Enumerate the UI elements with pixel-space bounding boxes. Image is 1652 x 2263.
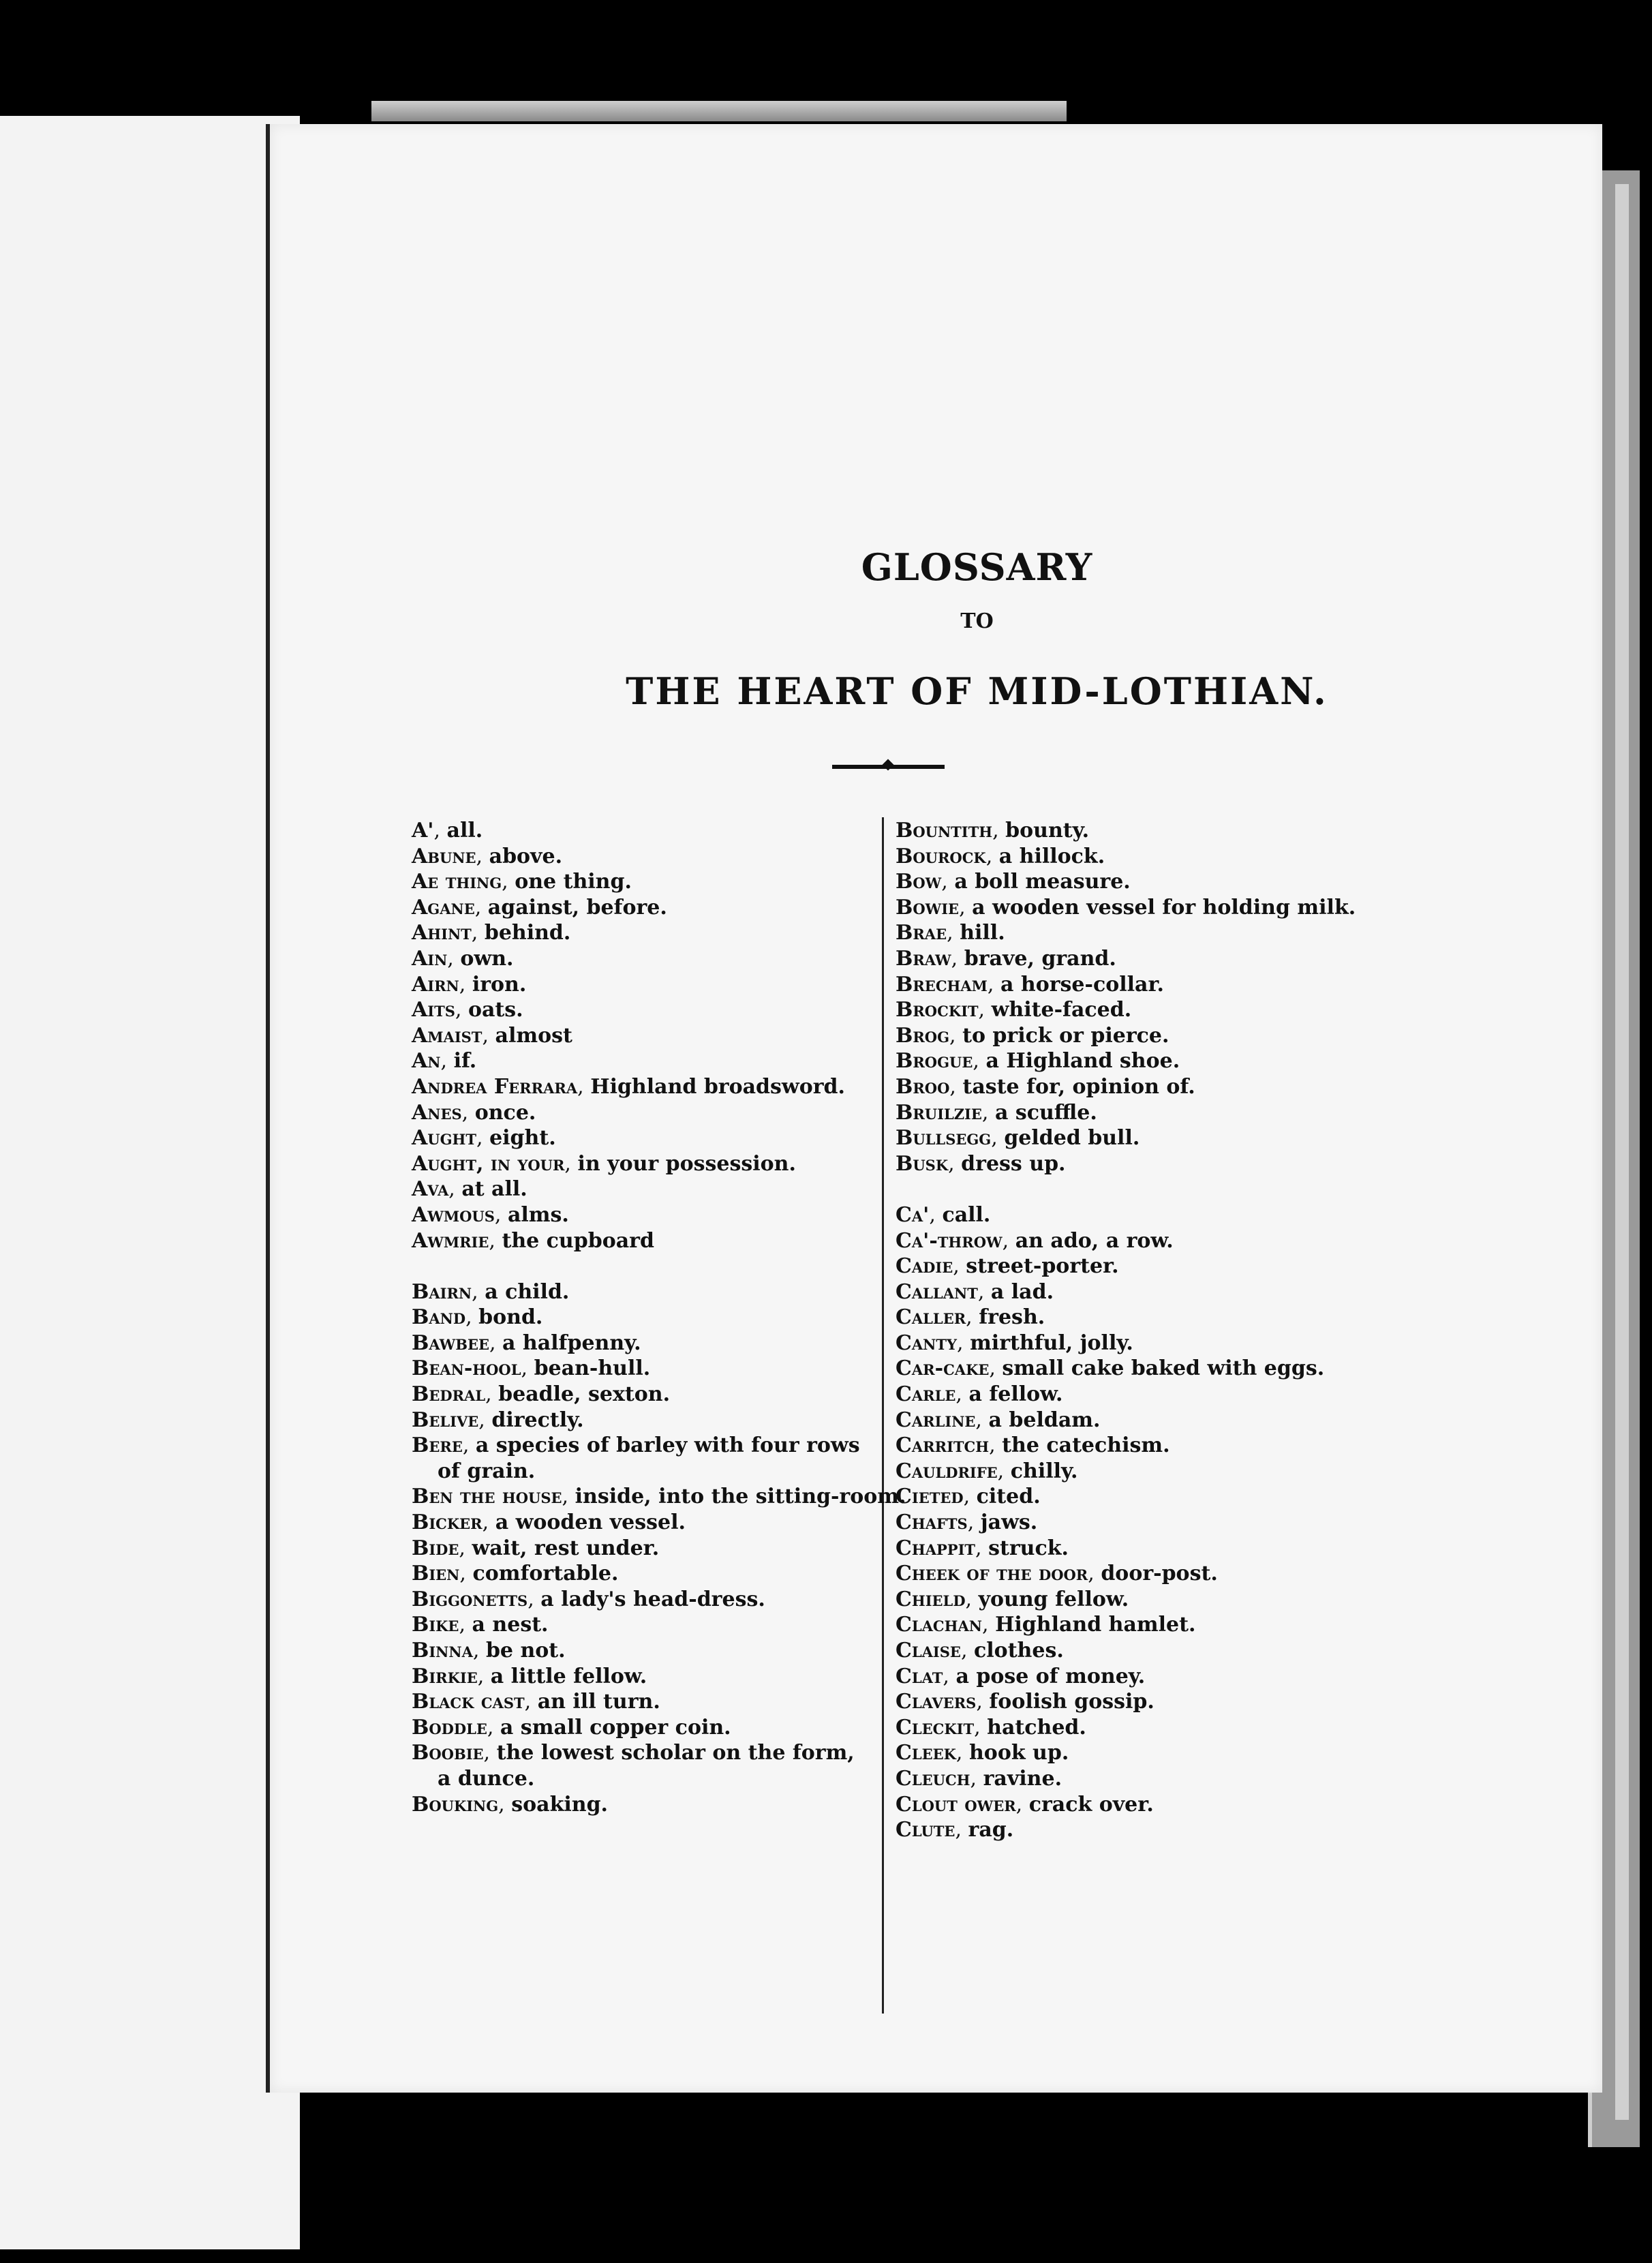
entry-headword: Bawbee: [412, 1331, 489, 1355]
glossary-entry: Chappit, struck.: [896, 1536, 1069, 1560]
glossary-entry: Bedral, beadle, sexton.: [412, 1382, 671, 1407]
entry-definition: a beldam.: [988, 1408, 1101, 1432]
entry-definition: a fellow.: [968, 1382, 1063, 1407]
entry-headword: Brockit: [896, 998, 979, 1022]
glossary-entry: Chafts, jaws.: [896, 1510, 1038, 1535]
entry-headword: Airn: [412, 972, 459, 997]
entry-headword: Ca': [896, 1202, 930, 1227]
glossary-entry: Chield, young fellow.: [896, 1587, 1129, 1611]
entry-headword: Cleuch: [896, 1766, 970, 1791]
entry-headword: Ca'-throw: [896, 1228, 1003, 1253]
entry-definition: against, before.: [487, 895, 667, 920]
entry-definition: one thing.: [515, 870, 632, 894]
entry-headword: Brogue: [896, 1049, 973, 1074]
entry-headword: Bike: [412, 1613, 459, 1637]
glossary-entry: Bruilzie, a scuffle.: [896, 1100, 1097, 1125]
entry-definition: above.: [489, 844, 563, 868]
entry-definition: hook up.: [969, 1741, 1069, 1765]
entry-definition: own.: [460, 946, 514, 971]
glossary-entry: Brogue, a Highland shoe.: [896, 1049, 1180, 1074]
entry-definition: taste for, opinion of.: [962, 1074, 1195, 1099]
glossary-entry: Bere, a species of barley with four rows of grain.: [412, 1433, 860, 1483]
entry-definition: mirthful, jolly.: [970, 1331, 1133, 1355]
glossary-entry: Boobie, the lowest scholar on the form, a dunce.: [412, 1741, 855, 1791]
glossary-entry: Ahint, behind.: [412, 921, 571, 945]
entry-headword: Andrea Ferrara: [412, 1074, 578, 1099]
entry-definition: ravine.: [983, 1766, 1062, 1791]
entry-definition: behind.: [484, 921, 571, 945]
entry-definition: be not.: [485, 1639, 566, 1662]
entry-definition: bean-hull.: [534, 1356, 651, 1381]
entry-definition: all.: [446, 819, 483, 842]
glossary-entry: Bawbee, a halfpenny.: [412, 1331, 641, 1355]
glossary-entry: Agane, against, before.: [412, 895, 667, 920]
glossary-column-right: [896, 818, 1413, 1843]
glossary-entry: Bicker, a wooden vessel.: [412, 1510, 686, 1535]
entry-definition: Highland hamlet.: [995, 1613, 1196, 1637]
glossary-entry: Airn, iron.: [412, 972, 527, 997]
entry-definition: rag.: [968, 1818, 1014, 1842]
glossary-entry: Cadie, street-porter.: [896, 1254, 1119, 1279]
entry-headword: Black cast: [412, 1690, 525, 1714]
entry-headword: Clute: [896, 1818, 955, 1842]
entry-headword: Cleckit: [896, 1715, 975, 1740]
entry-definition: hill.: [960, 921, 1005, 945]
entry-headword: Ahint: [412, 921, 472, 945]
entry-definition: alms.: [507, 1202, 569, 1227]
entry-headword: Clat: [896, 1664, 943, 1688]
glossary-entry: Canty, mirthful, jolly.: [896, 1331, 1133, 1355]
entry-definition: foolish gossip.: [989, 1690, 1154, 1714]
glossary-entry: Ben the house, inside, into the sitting-room.: [412, 1485, 906, 1509]
entry-definition: bounty.: [1005, 819, 1090, 842]
entry-headword: Carline: [896, 1408, 976, 1432]
entry-definition: jaws.: [980, 1510, 1038, 1535]
glossary-entry: Ava, at all.: [412, 1177, 527, 1202]
glossary-entry: Belive, directly.: [412, 1408, 584, 1432]
glossary-entry: Bullsegg, gelded bull.: [896, 1126, 1140, 1151]
entry-headword: Bairn: [412, 1279, 472, 1304]
section-gap: [412, 1254, 868, 1279]
ornament-rule: [832, 765, 945, 769]
entry-headword: Bouking: [412, 1792, 499, 1817]
glossary-entry: Clout ower, crack over.: [896, 1792, 1154, 1817]
entry-definition: a child.: [485, 1279, 570, 1304]
glossary-entry: Ca'-throw, an ado, a row.: [896, 1228, 1174, 1253]
glossary-entry: Brecham, a horse-collar.: [896, 972, 1164, 997]
entry-definition: soaking.: [511, 1792, 609, 1817]
entry-headword: Awmous: [412, 1202, 495, 1227]
entry-definition: the lowest scholar on the form, a dunce.: [438, 1741, 855, 1791]
entry-headword: Aught, in your: [412, 1151, 565, 1176]
glossary-entry: Andrea Ferrara, Highland broadsword.: [412, 1074, 845, 1099]
glossary-entry: Anes, once.: [412, 1100, 536, 1125]
entry-headword: Band: [412, 1305, 466, 1330]
glossary-entry: Bow, a boll measure.: [896, 870, 1131, 894]
glossary-entry: Brog, to prick or pierce.: [896, 1023, 1169, 1048]
entry-headword: Bow: [896, 870, 942, 894]
glossary-entry: Brae, hill.: [896, 921, 1005, 945]
glossary-entry: Cheek of the door, door-post.: [896, 1562, 1218, 1586]
glossary-entry: Abune, above.: [412, 844, 563, 868]
entry-definition: once.: [474, 1100, 536, 1125]
entry-definition: a species of barley with four rows of grain.: [438, 1433, 860, 1483]
entry-headword: Brog: [896, 1023, 950, 1048]
entry-headword: Chafts: [896, 1510, 968, 1535]
entry-headword: Ain: [412, 946, 448, 971]
entry-definition: young fellow.: [978, 1587, 1129, 1611]
entry-headword: Bere: [412, 1433, 463, 1458]
page-edge-top: [371, 101, 1067, 121]
glossary-entry: Ain, own.: [412, 946, 514, 971]
entry-headword: Broo: [896, 1074, 950, 1099]
entry-headword: Claise: [896, 1639, 961, 1662]
glossary-entry: Braw, brave, grand.: [896, 946, 1116, 971]
entry-definition: a wooden vessel.: [495, 1510, 686, 1535]
facing-page: [0, 116, 300, 2249]
entry-headword: Bide: [412, 1536, 459, 1560]
glossary-entry: Bean-hool, bean-hull.: [412, 1356, 651, 1381]
entry-definition: a horse-collar.: [1000, 972, 1164, 997]
entry-headword: Birkie: [412, 1664, 478, 1688]
glossary-entry: Bide, wait, rest under.: [412, 1536, 660, 1560]
glossary-entry: Birkie, a little fellow.: [412, 1664, 647, 1688]
glossary-entry: Clute, rag.: [896, 1818, 1014, 1842]
entry-headword: Caller: [896, 1305, 966, 1330]
glossary-entry: Cauldrife, chilly.: [896, 1459, 1078, 1483]
entry-definition: in your possession.: [577, 1151, 796, 1176]
entry-headword: Cheek of the door: [896, 1562, 1088, 1586]
glossary-entry: Caller, fresh.: [896, 1305, 1045, 1330]
entry-definition: bond.: [478, 1305, 543, 1330]
entry-definition: a wooden vessel for holding milk.: [972, 895, 1356, 920]
entry-headword: Agane: [412, 895, 475, 920]
entry-definition: iron.: [472, 972, 527, 997]
entry-headword: Busk: [896, 1151, 949, 1176]
entry-headword: Binna: [412, 1639, 473, 1662]
glossary-entry: An, if.: [412, 1049, 477, 1074]
entry-headword: Brae: [896, 921, 947, 945]
entry-definition: door-post.: [1101, 1562, 1218, 1586]
entry-headword: Boddle: [412, 1715, 487, 1740]
entry-headword: Cadie: [896, 1254, 953, 1279]
entry-headword: Bullsegg: [896, 1126, 992, 1151]
entry-definition: wait, rest under.: [472, 1536, 660, 1560]
entry-definition: to prick or pierce.: [962, 1023, 1169, 1048]
entry-definition: hatched.: [987, 1715, 1086, 1740]
glossary-entry: Cleckit, hatched.: [896, 1715, 1086, 1740]
entry-headword: Canty: [896, 1331, 957, 1355]
entry-headword: A': [412, 819, 434, 842]
glossary-entry: Claise, clothes.: [896, 1639, 1064, 1662]
entry-definition: inside, into the sitting-room.: [575, 1485, 906, 1509]
glossary-entry: Carle, a fellow.: [896, 1382, 1063, 1407]
entry-definition: a pose of money.: [955, 1664, 1146, 1688]
entry-definition: fresh.: [979, 1305, 1045, 1330]
title-connector: TO: [960, 609, 994, 633]
entry-definition: call.: [942, 1202, 991, 1227]
column-divider: [882, 817, 884, 2014]
entry-headword: Bountith: [896, 819, 993, 842]
glossary-entry: Bairn, a child.: [412, 1279, 570, 1304]
entry-definition: cited.: [976, 1485, 1041, 1509]
glossary-entry: Bountith, bounty.: [896, 819, 1090, 842]
entry-headword: Bien: [412, 1562, 460, 1586]
glossary-entry: Biggonetts, a lady's head-dress.: [412, 1587, 765, 1611]
glossary-entry: Car-cake, small cake baked with eggs.: [896, 1356, 1325, 1381]
glossary-entry: Binna, be not.: [412, 1639, 566, 1662]
entry-headword: Bean-hool: [412, 1356, 521, 1381]
book-title: THE HEART OF MID-LOTHIAN.: [626, 669, 1328, 713]
entry-headword: Ae thing: [412, 870, 502, 894]
entry-definition: chilly.: [1010, 1459, 1078, 1483]
entry-headword: Ava: [412, 1177, 449, 1202]
glossary-entry: Callant, a lad.: [896, 1279, 1054, 1304]
entry-headword: Biggonetts: [412, 1587, 528, 1611]
glossary-entry: Aits, oats.: [412, 998, 523, 1022]
entry-definition: white-faced.: [991, 998, 1132, 1022]
glossary-column-left: [412, 818, 906, 1817]
entry-definition: dress up.: [961, 1151, 1066, 1176]
entry-definition: at all.: [461, 1177, 527, 1202]
glossary-entry: Bowie, a wooden vessel for holding milk.: [896, 895, 1356, 920]
entry-headword: Car-cake: [896, 1356, 990, 1381]
glossary-entry: Clat, a pose of money.: [896, 1664, 1146, 1688]
glossary-entry: Boddle, a small copper coin.: [412, 1715, 731, 1740]
glossary-entry: Bourock, a hillock.: [896, 844, 1105, 868]
entry-definition: a hillock.: [998, 844, 1105, 868]
entry-definition: oats.: [468, 998, 523, 1022]
entry-definition: a nest.: [472, 1613, 549, 1637]
entry-definition: beadle, sexton.: [498, 1382, 671, 1407]
glossary-entry: Ca', call.: [896, 1202, 991, 1227]
entry-definition: small cake baked with eggs.: [1002, 1356, 1325, 1381]
glossary-entry: Busk, dress up.: [896, 1151, 1066, 1176]
entry-definition: the catechism.: [1002, 1433, 1170, 1458]
entry-headword: Belive: [412, 1408, 479, 1432]
entry-headword: Bedral: [412, 1382, 486, 1407]
entry-headword: Bowie: [896, 895, 960, 920]
entry-definition: struck.: [988, 1536, 1069, 1560]
glossary-entry: Brockit, white-faced.: [896, 998, 1132, 1022]
glossary-entry: Bike, a nest.: [412, 1613, 549, 1637]
glossary-entry: Clachan, Highland hamlet.: [896, 1613, 1196, 1637]
book-page: [266, 124, 1602, 2093]
glossary-entry: Cleek, hook up.: [896, 1741, 1069, 1765]
glossary-entry: Awmous, alms.: [412, 1202, 569, 1227]
entry-definition: an ado, a row.: [1015, 1228, 1174, 1253]
entry-headword: Amaist: [412, 1023, 483, 1048]
entry-definition: a small copper coin.: [500, 1715, 731, 1740]
glossary-entry: Ae thing, one thing.: [412, 870, 632, 894]
entry-definition: a lady's head-dress.: [540, 1587, 765, 1611]
entry-headword: Aught: [412, 1126, 476, 1151]
entry-headword: Aits: [412, 998, 455, 1022]
glossary-entry: A', all.: [412, 819, 483, 842]
glossary-entry: Bouking, soaking.: [412, 1792, 609, 1817]
glossary-entry: Awmrie, the cupboard: [412, 1228, 654, 1253]
entry-headword: Clachan: [896, 1613, 982, 1637]
glossary-entry: Band, bond.: [412, 1305, 543, 1330]
entry-headword: Bicker: [412, 1510, 483, 1535]
section-gap: [896, 1176, 1413, 1202]
entry-definition: street-porter.: [966, 1254, 1119, 1279]
entry-definition: directly.: [491, 1408, 584, 1432]
entry-headword: Chield: [896, 1587, 966, 1611]
entry-headword: Brecham: [896, 972, 988, 997]
glossary-entry: Cieted, cited.: [896, 1485, 1041, 1509]
entry-definition: clothes.: [974, 1639, 1064, 1662]
entry-headword: Cieted: [896, 1485, 964, 1509]
entry-headword: Chappit: [896, 1536, 976, 1560]
page-edge-right-inner: [1615, 184, 1629, 2120]
entry-headword: Clout ower: [896, 1792, 1016, 1817]
entry-headword: Clavers: [896, 1690, 977, 1714]
entry-definition: a lad.: [990, 1279, 1054, 1304]
entry-definition: eight.: [489, 1126, 556, 1151]
entry-definition: Highland broadsword.: [590, 1074, 845, 1099]
entry-definition: a scuffle.: [994, 1100, 1097, 1125]
entry-headword: Anes: [412, 1100, 462, 1125]
glossary-entry: Amaist, almost: [412, 1023, 572, 1048]
entry-headword: Bruilzie: [896, 1100, 982, 1125]
entry-headword: Abune: [412, 844, 476, 868]
glossary-entry: Cleuch, ravine.: [896, 1766, 1062, 1791]
entry-definition: almost: [495, 1023, 572, 1048]
entry-headword: Boobie: [412, 1741, 484, 1765]
glossary-entry: Clavers, foolish gossip.: [896, 1690, 1154, 1714]
entry-headword: Callant: [896, 1279, 978, 1304]
entry-definition: a little fellow.: [490, 1664, 647, 1688]
glossary-entry: Carritch, the catechism.: [896, 1433, 1170, 1458]
entry-definition: if.: [453, 1049, 477, 1074]
entry-headword: Cauldrife: [896, 1459, 998, 1483]
entry-definition: gelded bull.: [1004, 1126, 1140, 1151]
entry-headword: Awmrie: [412, 1228, 489, 1253]
entry-headword: Ben the house: [412, 1485, 562, 1509]
entry-definition: a boll measure.: [954, 870, 1131, 894]
entry-definition: brave, grand.: [964, 946, 1116, 971]
glossary-entry: Carline, a beldam.: [896, 1408, 1101, 1432]
entry-headword: Braw: [896, 946, 951, 971]
entry-definition: comfortable.: [472, 1562, 619, 1586]
entry-headword: An: [412, 1049, 441, 1074]
entry-definition: a halfpenny.: [502, 1331, 641, 1355]
entry-headword: Carle: [896, 1382, 956, 1407]
entry-definition: the cupboard: [502, 1228, 654, 1253]
entry-definition: crack over.: [1028, 1792, 1154, 1817]
glossary-entry: Aught, in your, in your possession.: [412, 1151, 796, 1176]
glossary-entry: Black cast, an ill turn.: [412, 1690, 660, 1714]
entry-headword: Cleek: [896, 1741, 956, 1765]
entry-definition: a Highland shoe.: [985, 1049, 1180, 1074]
entry-headword: Bourock: [896, 844, 986, 868]
glossary-title: GLOSSARY: [861, 545, 1093, 589]
glossary-entry: Broo, taste for, opinion of.: [896, 1074, 1195, 1099]
glossary-entry: Bien, comfortable.: [412, 1562, 619, 1586]
glossary-entry: Aught, eight.: [412, 1126, 556, 1151]
entry-definition: an ill turn.: [537, 1690, 660, 1714]
entry-headword: Carritch: [896, 1433, 990, 1458]
